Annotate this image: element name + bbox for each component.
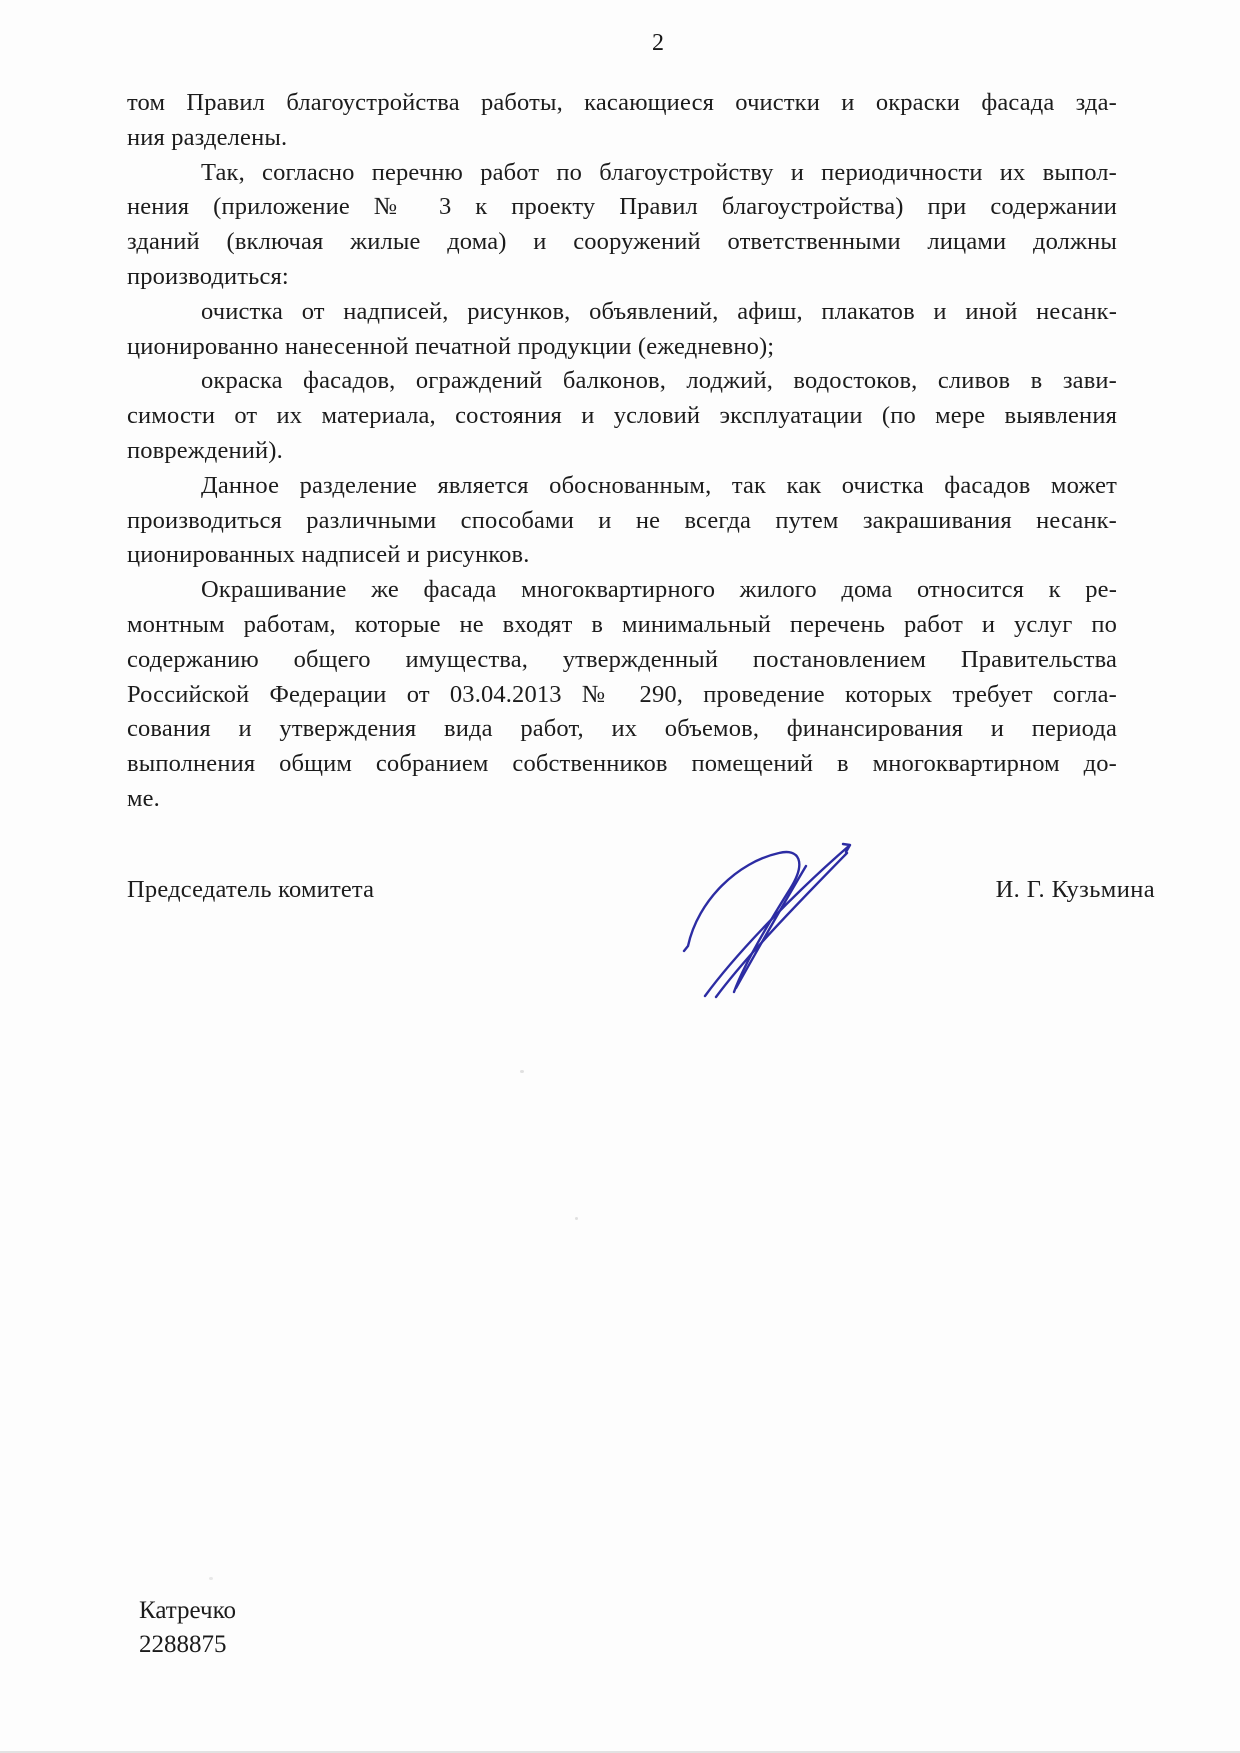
signature-block bbox=[127, 876, 1155, 904]
paragraph bbox=[127, 295, 1117, 365]
text-line: Окрашивание же фасада многоквартирного жилого дома относится к ре- bbox=[201, 576, 1117, 604]
text-line: нения (приложение № 3 к проекту Правил благоустройства) при содержании bbox=[127, 193, 1117, 221]
text-line: монтным работам, которые не входят в минимальный перечень работ и услуг по bbox=[127, 610, 1117, 638]
text-line: зданий (включая жилые дома) и сооружений ответственными лицами должны bbox=[127, 228, 1117, 256]
page-number: 2 bbox=[652, 30, 664, 56]
signer-name: И. Г. Кузьмина bbox=[995, 876, 1155, 903]
paragraph bbox=[127, 364, 1117, 468]
text-line: производиться: bbox=[127, 262, 289, 290]
letter-body bbox=[127, 86, 1117, 817]
text-line: том Правил благоустройства работы, касающиеся очистки и окраски фасада зда- bbox=[127, 89, 1117, 116]
text-line: содержанию общего имущества, утвержденный постановлением Правительства bbox=[127, 645, 1117, 673]
paragraph bbox=[127, 469, 1117, 573]
text-line: Российской Федерации от 03.04.2013 № 290, проведение которых требует согла- bbox=[127, 680, 1117, 708]
text-line: симости от их материала, состояния и условий эксплуатации (по мере выявления bbox=[127, 402, 1117, 430]
text-line: ния разделены. bbox=[127, 123, 288, 151]
text-line: окраска фасадов, ограждений балконов, лоджий, водостоков, сливов в зави- bbox=[201, 367, 1117, 395]
paragraph bbox=[127, 156, 1117, 295]
text-line: повреждений). bbox=[127, 436, 283, 464]
text-line: Так, согласно перечню работ по благоустройству и периодичности их выпол- bbox=[201, 158, 1117, 186]
executor-phone: 2288875 bbox=[139, 1631, 227, 1658]
scan-speck bbox=[209, 1577, 213, 1580]
text-line: ме. bbox=[127, 784, 160, 812]
scan-speck bbox=[575, 1217, 578, 1220]
text-line: выполнения общим собранием собственников помещений в многоквартирном до- bbox=[127, 750, 1117, 778]
scan-speck bbox=[520, 1070, 524, 1073]
text-line: ционированно нанесенной печатной продукции (ежедневно); bbox=[127, 332, 775, 360]
text-line: ционированных надписей и рисунков. bbox=[127, 541, 530, 569]
text-line: производиться различными способами и не всегда путем закрашивания несанк- bbox=[127, 506, 1117, 534]
executor-name: Катречко bbox=[139, 1597, 236, 1624]
signature-stroke bbox=[705, 844, 850, 996]
signer-title: Председатель комитета bbox=[127, 876, 375, 903]
text-line: Данное разделение является обоснованным, так как очистка фасадов может bbox=[201, 471, 1117, 499]
executor-footer bbox=[139, 1594, 236, 1662]
handwritten-signature bbox=[668, 836, 868, 1011]
text-line: сования и утверждения вида работ, их объемов, финансирования и периода bbox=[127, 715, 1117, 743]
text-line: очистка от надписей, рисунков, объявлений, афиш, плакатов и иной несанк- bbox=[201, 297, 1117, 325]
paragraph bbox=[127, 86, 1117, 156]
paragraph bbox=[127, 573, 1117, 817]
